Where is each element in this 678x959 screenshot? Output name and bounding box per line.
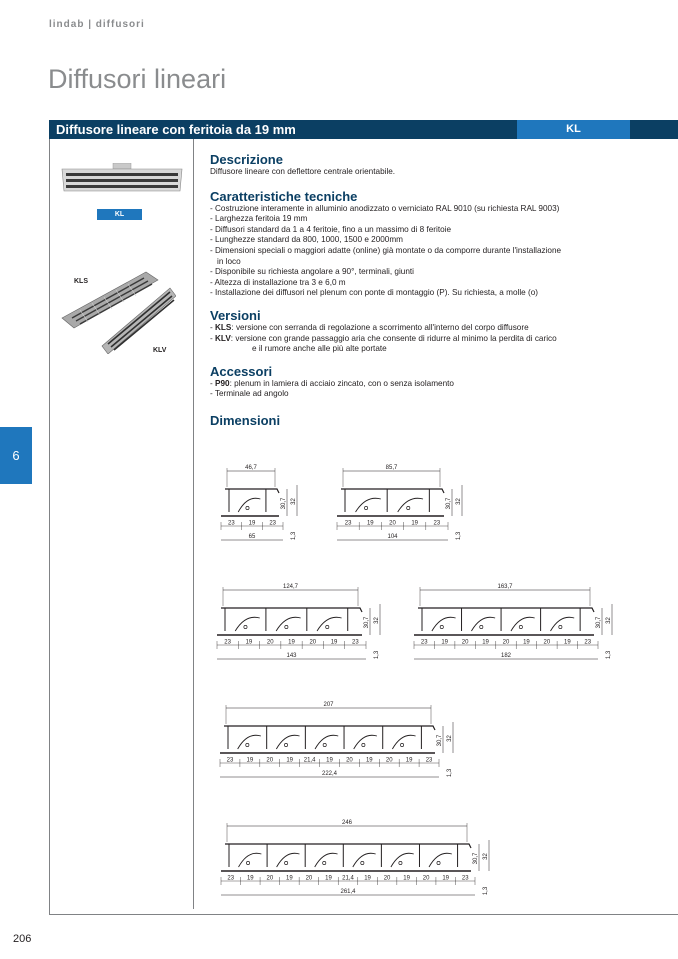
top-dimension-label: 124,7 bbox=[282, 584, 299, 590]
accessory-p90: - P90: plenum in lamiera di acciaio zincato, con o senza isolamento bbox=[210, 378, 454, 388]
dimension-drawing bbox=[221, 820, 489, 895]
overall-dimension-label: 143 bbox=[286, 653, 297, 659]
spec-item: - Larghezza feritoia 19 mm bbox=[210, 214, 308, 224]
segment-label: 20 bbox=[389, 520, 396, 527]
deflector-blade bbox=[354, 735, 377, 749]
segment-label: 23 bbox=[224, 639, 231, 646]
height-label-lip: 1,3 bbox=[447, 768, 453, 778]
spec-item: - Lunghezze standard da 800, 1000, 1500 e 2000mm bbox=[210, 235, 404, 245]
segment-label: 21,4 bbox=[342, 875, 354, 882]
segment-label: 19 bbox=[365, 757, 373, 764]
segment-label: 23 bbox=[227, 520, 235, 527]
dimension-drawing bbox=[337, 465, 462, 540]
deflector-pivot bbox=[285, 861, 288, 864]
deflector-pivot bbox=[364, 506, 367, 509]
spec-item: - Installazione dei diffusori nel plenum con ponte di montaggio (P). Su richiesta, a molle (o) bbox=[210, 288, 538, 298]
spec-item: - Altezza di installazione tra 3 e 6,0 m bbox=[210, 277, 346, 287]
deflector-blade bbox=[398, 498, 423, 512]
deflector-pivot bbox=[246, 506, 249, 509]
deflector-blade bbox=[276, 617, 301, 631]
segment-label: 19 bbox=[245, 639, 253, 646]
deflector-pivot bbox=[407, 506, 410, 509]
segment-label: 23 bbox=[352, 639, 359, 646]
profile-top-flange bbox=[225, 489, 279, 493]
deflector-blade bbox=[353, 853, 376, 867]
segment-label: 23 bbox=[420, 639, 428, 646]
segment-label: 19 bbox=[441, 639, 449, 646]
height-label-outer: 32 bbox=[447, 735, 453, 742]
product-label-klv: KLV bbox=[153, 347, 167, 354]
segment-label: 20 bbox=[502, 639, 510, 646]
height-label-outer: 32 bbox=[374, 617, 380, 624]
top-dimension-label: 163,7 bbox=[497, 584, 513, 590]
deflector-pivot bbox=[440, 625, 443, 628]
height-label-inner: 30,7 bbox=[473, 852, 479, 865]
deflector-pivot bbox=[361, 861, 364, 864]
segment-label: 19 bbox=[405, 757, 413, 764]
page-number: 206 bbox=[13, 933, 32, 945]
deflector-pivot bbox=[519, 625, 522, 628]
segment-label: 19 bbox=[286, 875, 293, 882]
deflector-blade bbox=[277, 853, 300, 867]
segment-label: 19 bbox=[246, 875, 254, 882]
height-label-lip: 1,3 bbox=[483, 886, 489, 896]
accessory-p90-text: : plenum in lamiera di acciaio zincato, con o senza isolamento bbox=[229, 378, 454, 388]
segment-label: 19 bbox=[523, 639, 530, 646]
segment-label: 23 bbox=[344, 520, 352, 527]
heading-versioni: Versioni bbox=[210, 307, 261, 323]
height-label-inner: 30,7 bbox=[364, 616, 370, 629]
segment-label: 19 bbox=[482, 639, 489, 646]
height-label-inner: 30,7 bbox=[437, 734, 443, 747]
segment-label: 20 bbox=[305, 875, 313, 882]
segment-label: 20 bbox=[266, 639, 274, 646]
segment-label: 20 bbox=[266, 875, 274, 882]
segment-label: 19 bbox=[364, 875, 371, 882]
deflector-blade bbox=[315, 735, 338, 749]
deflector-blade bbox=[317, 617, 342, 631]
brand-header: lindab | diffusori bbox=[49, 19, 145, 30]
overall-dimension-label: 104 bbox=[387, 534, 398, 540]
segment-label: 23 bbox=[584, 639, 592, 646]
overall-dimension-label: 222,4 bbox=[321, 771, 338, 777]
profile-top-flange bbox=[225, 844, 471, 848]
segment-label: 19 bbox=[330, 639, 338, 646]
segment-label: 23 bbox=[425, 757, 433, 764]
deflector-blade bbox=[471, 617, 495, 631]
segment-label: 20 bbox=[383, 875, 391, 882]
deflector-blade bbox=[356, 498, 381, 512]
version-kls-text: : versione con serranda di regolazione a scorrimento all'interno del corpo diffusore bbox=[231, 322, 529, 332]
height-label-lip: 1,3 bbox=[456, 531, 462, 541]
height-label-inner: 30,7 bbox=[596, 616, 602, 629]
deflector-pivot bbox=[284, 743, 287, 746]
segment-label: 19 bbox=[563, 639, 571, 646]
profile-top-flange bbox=[224, 726, 435, 730]
version-klv-text: : versione con grande passaggio aria che consente di ridurre al minimo la perdita di carico bbox=[230, 333, 557, 343]
segment-label: 23 bbox=[227, 875, 235, 882]
deflector-blade bbox=[550, 617, 574, 631]
deflector-pivot bbox=[437, 861, 440, 864]
segment-label: 21,4 bbox=[303, 757, 316, 764]
segment-label: 20 bbox=[309, 639, 317, 646]
segment-label: 23 bbox=[226, 757, 234, 764]
segment-label: 19 bbox=[403, 875, 410, 882]
deflector-pivot bbox=[246, 861, 249, 864]
deflector-blade bbox=[429, 853, 452, 867]
descrizione-text: Diffusore lineare con deflettore centrale orientabile. bbox=[210, 167, 396, 176]
deflector-blade bbox=[276, 735, 299, 749]
segment-label: 19 bbox=[286, 757, 294, 764]
height-label-outer: 32 bbox=[456, 498, 462, 505]
section-title: Diffusore lineare con feritoia da 19 mm bbox=[56, 122, 296, 137]
heading-descrizione: Descrizione bbox=[210, 152, 283, 167]
segment-label: 19 bbox=[288, 639, 295, 646]
segment-label: 20 bbox=[266, 757, 274, 764]
segment-label: 19 bbox=[246, 757, 254, 764]
deflector-pivot bbox=[326, 625, 329, 628]
segment-label: 20 bbox=[346, 757, 353, 764]
deflector-pivot bbox=[362, 743, 365, 746]
version-klv-text-cont: e il rumore anche alle più alte portate bbox=[252, 344, 387, 354]
overall-dimension-label: 65 bbox=[248, 534, 256, 540]
version-kls: - KLS: versione con serranda di regolazione a scorrimento all'interno del corpo diffusore bbox=[210, 322, 529, 332]
page-title: Diffusori lineari bbox=[48, 64, 227, 94]
code-p90: P90 bbox=[215, 378, 230, 388]
deflector-pivot bbox=[400, 743, 403, 746]
top-dimension-label: 85,7 bbox=[385, 465, 398, 471]
deflector-blade bbox=[432, 617, 456, 631]
dimension-drawing bbox=[217, 584, 380, 659]
deflector-pivot bbox=[285, 625, 288, 628]
heading-dimensioni: Dimensioni bbox=[210, 412, 281, 428]
product-label-kls: KLS bbox=[74, 278, 88, 285]
overall-dimension-label: 182 bbox=[500, 653, 512, 659]
spec-item: - Disponibile su richiesta angolare a 90°, terminali, giunti bbox=[210, 267, 414, 277]
height-label-outer: 32 bbox=[606, 617, 612, 624]
deflector-blade bbox=[238, 735, 261, 749]
height-label-lip: 1,3 bbox=[374, 650, 380, 660]
height-label-outer: 32 bbox=[483, 853, 489, 860]
spec-item: - Dimensioni speciali o maggiori adatte (online) già montate o da comporre durante l'installazione bbox=[210, 245, 562, 255]
profile-top-flange bbox=[418, 608, 594, 612]
height-label-lip: 1,3 bbox=[291, 531, 297, 541]
top-dimension-label: 46,7 bbox=[245, 465, 257, 471]
segment-label: 19 bbox=[366, 520, 374, 527]
accessory-item: - Terminale ad angolo bbox=[210, 389, 289, 399]
segment-label: 23 bbox=[433, 520, 441, 527]
spec-item: - Costruzione interamente in alluminio anodizzato o verniciato RAL 9010 (su richiesta RAL 9003) bbox=[210, 203, 560, 213]
height-label-outer: 32 bbox=[291, 498, 297, 505]
spec-item: - Diffusori standard da 1 a 4 feritoie, fino a un massimo di 8 feritoie bbox=[210, 224, 452, 234]
top-dimension-label: 207 bbox=[323, 702, 334, 708]
heading-accessori: Accessori bbox=[210, 363, 273, 379]
deflector-blade bbox=[391, 853, 414, 867]
segment-label: 20 bbox=[385, 757, 393, 764]
deflector-pivot bbox=[399, 861, 402, 864]
deflector-pivot bbox=[244, 625, 247, 628]
section-code: KL bbox=[517, 120, 630, 139]
deflector-pivot bbox=[323, 861, 326, 864]
segment-label: 23 bbox=[269, 520, 277, 527]
dimension-drawing bbox=[221, 465, 297, 540]
deflector-blade bbox=[239, 853, 262, 867]
deflector-pivot bbox=[480, 625, 483, 628]
product-label-kl: KL bbox=[97, 209, 142, 220]
deflector-blade bbox=[511, 617, 535, 631]
chapter-tab: 6 bbox=[0, 427, 32, 484]
height-label-inner: 30,7 bbox=[281, 497, 287, 510]
overall-dimension-label: 261,4 bbox=[340, 889, 356, 895]
code-klv: KLV bbox=[215, 333, 231, 343]
deflector-blade bbox=[392, 735, 415, 749]
deflector-pivot bbox=[246, 743, 249, 746]
deflector-blade bbox=[315, 853, 338, 867]
heading-caratteristiche: Caratteristiche tecniche bbox=[210, 188, 358, 204]
version-klv: - KLV: versione con grande passaggio aria che consente di ridurre al minimo la perdita di carico bbox=[210, 333, 557, 343]
profile-top-flange bbox=[341, 489, 444, 493]
code-kls: KLS bbox=[215, 322, 232, 332]
segment-label: 20 bbox=[461, 639, 469, 646]
deflector-blade bbox=[235, 617, 260, 631]
segment-label: 19 bbox=[248, 520, 256, 527]
segment-label: 19 bbox=[411, 520, 419, 527]
top-dimension-label: 246 bbox=[341, 820, 353, 826]
segment-label: 19 bbox=[326, 757, 333, 764]
profile-top-flange bbox=[221, 608, 362, 612]
segment-label: 20 bbox=[543, 639, 551, 646]
deflector-pivot bbox=[559, 625, 562, 628]
deflector-pivot bbox=[323, 743, 326, 746]
segment-label: 19 bbox=[442, 875, 450, 882]
segment-label: 19 bbox=[325, 875, 332, 882]
segment-label: 23 bbox=[461, 875, 469, 882]
dimension-drawing bbox=[220, 702, 453, 777]
deflector-blade bbox=[238, 498, 260, 512]
height-label-lip: 1,3 bbox=[606, 650, 612, 660]
spec-item: in loco bbox=[217, 256, 241, 266]
segment-label: 20 bbox=[422, 875, 430, 882]
dimension-drawing bbox=[414, 584, 612, 659]
height-label-inner: 30,7 bbox=[446, 497, 452, 510]
